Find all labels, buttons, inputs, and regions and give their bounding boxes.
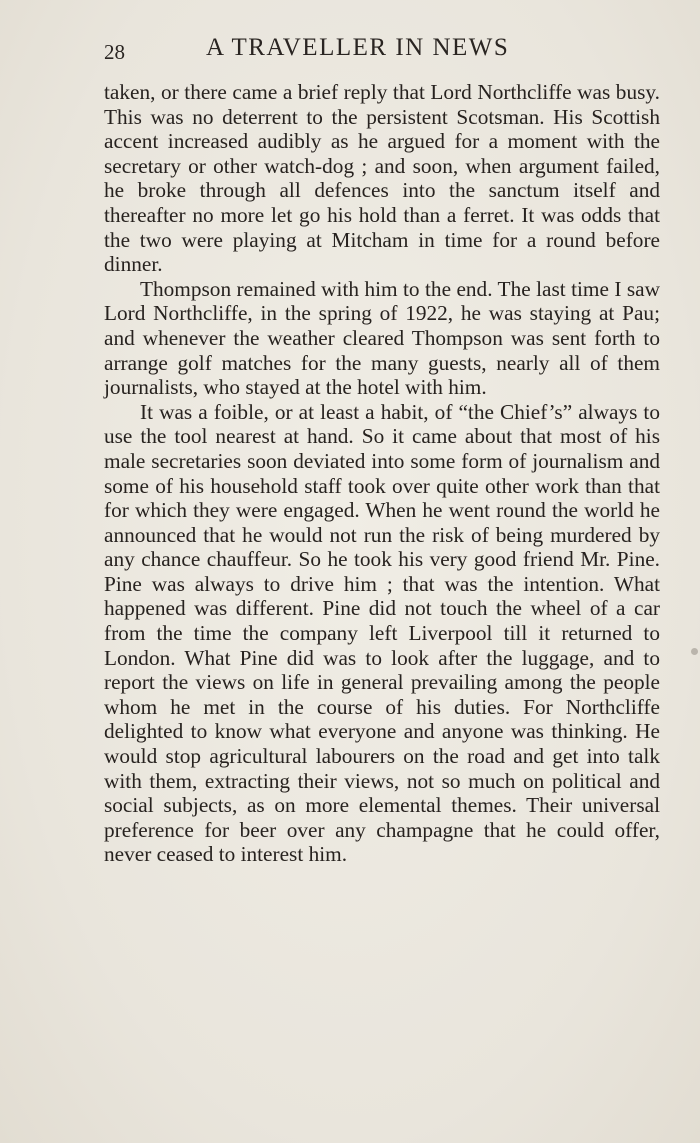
page-header [104, 32, 660, 66]
body-text [104, 80, 660, 867]
page-number: 28 [104, 40, 125, 64]
paragraph-3: It was a foible, or at least a habit, of “the Chief’s” always to use the tool nearest at hand. So it came about that most of his male secretaries soon deviated into some form of journalism and some of his household staff took over quite other work than that for which they were engaged. When he went round the world he announced that he would not run the risk of being murdered by any chance chauffeur. So he took his very good friend Mr. Pine. Pine was always to drive him ; that was the intention. What happened was different. Pine did not touch the wheel of a car from the time the company left Liverpool till it returned to London. What Pine did was to look after the luggage, and to report the views on life in general prevailing among the people whom he met in the course of his duties. For Northcliffe delighted to know what everyone and anyone was thinking. He would stop agricultural labourers on the road and get into talk with them, extracting their views, not so much on political and social subjects, as on more elemental themes. Their universal preference for beer over any champagne that he could offer, never ceased to interest him. [104, 399, 660, 867]
paragraph-1: taken, or there came a brief reply that Lord Northcliffe was busy. This was no deterrent to the persistent Scotsman. His Scottish accent increased audibly as he argued for a moment with the secretary or other watch-dog ; and soon, when argument failed, he broke through all defences into the sanctum itself and thereafter no more let go his hold than a ferret. It was odds that the two were playing at Mitcham in time for a round before dinner. [104, 80, 660, 277]
ink-smudge [691, 648, 698, 655]
paragraph-2: Thompson remained with him to the end. The last time I saw Lord Northcliffe, in the spring of 1922, he was staying at Pau; and whenever the weather cleared Thompson was sent forth to arrange golf matches for the many guests, nearly all of them journalists, who stayed at the hotel with him. [104, 276, 660, 400]
running-title: A TRAVELLER IN NEWS [206, 34, 510, 61]
